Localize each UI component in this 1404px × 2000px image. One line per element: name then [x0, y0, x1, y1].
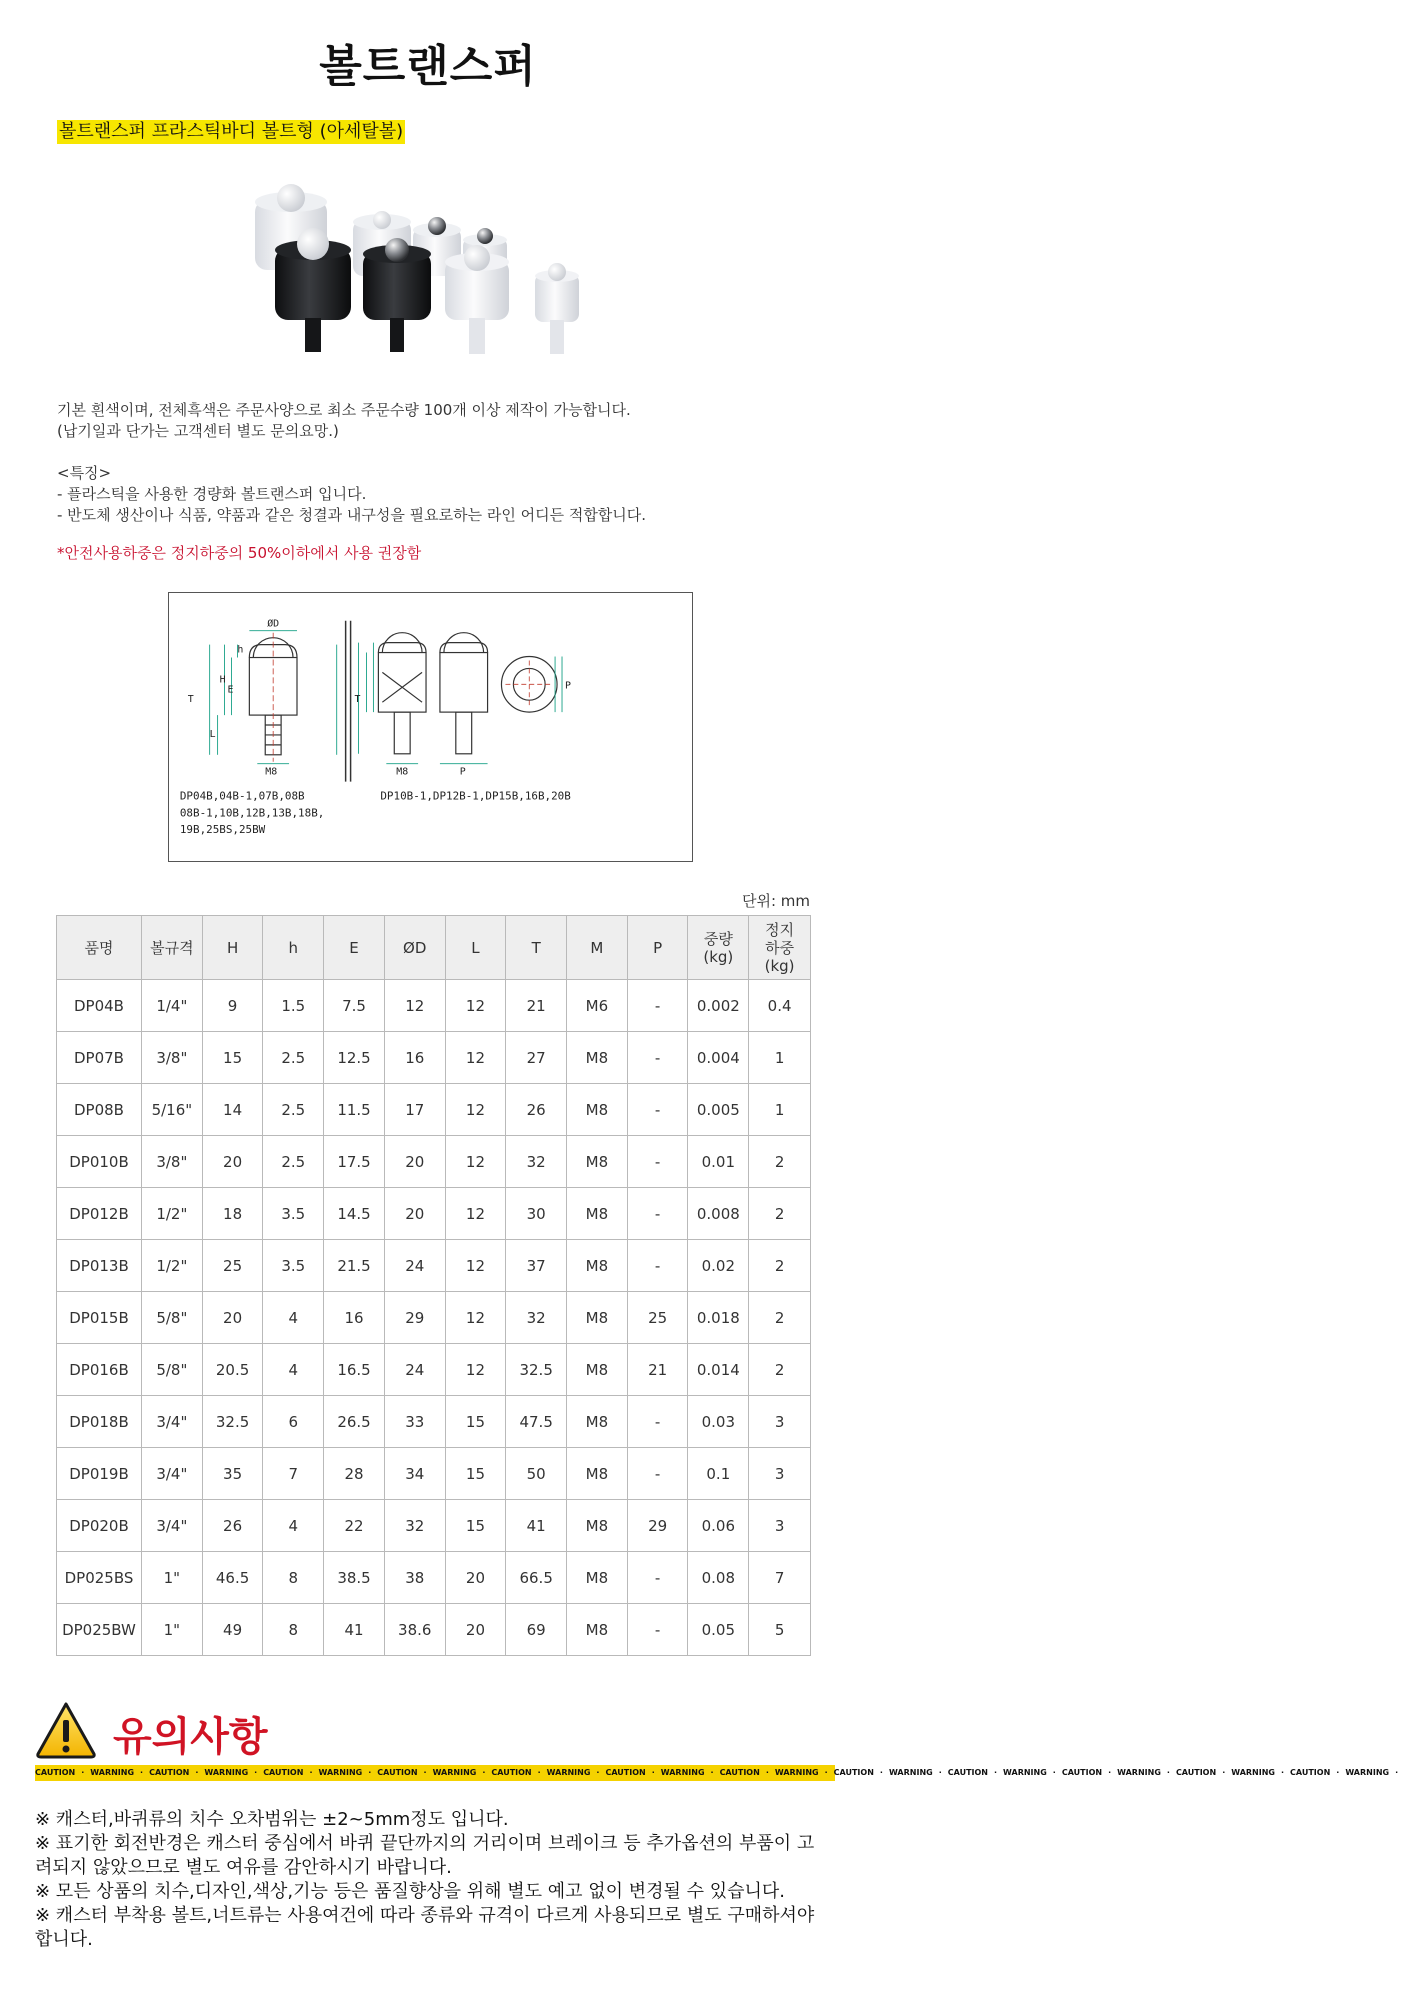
table-cell: 1/4" — [142, 980, 203, 1032]
notice-item: ※ 캐스터 부착용 볼트,너트류는 사용여건에 따라 종류와 규격이 다르게 사용되므로 별도 구매하셔야 합니다. — [35, 1905, 815, 1950]
caution-strip-separator: · — [254, 1768, 258, 1777]
table-cell: 12 — [384, 980, 445, 1032]
table-cell: - — [627, 1136, 688, 1188]
table-cell: 28 — [324, 1448, 385, 1500]
spec-table — [56, 915, 811, 1656]
table-cell: 32 — [506, 1292, 567, 1344]
table-cell: 69 — [506, 1604, 567, 1656]
table-cell: 26 — [506, 1084, 567, 1136]
drawing-label-p: P — [459, 766, 466, 778]
left-model-caption: 19B,25BS,25BW — [179, 823, 266, 837]
table-cell: M8 — [567, 1500, 628, 1552]
description-line — [57, 442, 646, 463]
table-cell: 0.06 — [688, 1500, 749, 1552]
table-cell: 34 — [384, 1448, 445, 1500]
table-cell: 8 — [263, 1604, 324, 1656]
table-header-row — [57, 916, 811, 980]
table-cell: DP010B — [57, 1136, 142, 1188]
dimension-drawing — [168, 592, 693, 862]
table-cell: 29 — [627, 1500, 688, 1552]
table-cell: 0.002 — [688, 980, 749, 1032]
table-cell: 1" — [142, 1604, 203, 1656]
table-cell: 5/8" — [142, 1292, 203, 1344]
table-cell: 3/4" — [142, 1500, 203, 1552]
table-cell: 12 — [445, 1136, 506, 1188]
caution-strip-word: WARNING — [546, 1768, 591, 1777]
table-cell: 5/16" — [142, 1084, 203, 1136]
table-cell: 32.5 — [506, 1344, 567, 1396]
caution-strip-separator: · — [1108, 1768, 1112, 1777]
table-cell: 21 — [506, 980, 567, 1032]
black-ball-transfer-right — [363, 238, 431, 352]
white-ball-transfer-small — [535, 263, 579, 354]
white-ball-transfer-front — [445, 245, 509, 354]
table-cell: M8 — [567, 1188, 628, 1240]
table-cell: 2.5 — [263, 1032, 324, 1084]
table-cell: 15 — [445, 1396, 506, 1448]
caution-strip-word: WARNING — [432, 1768, 477, 1777]
table-cell: DP016B — [57, 1344, 142, 1396]
table-cell: 1/2" — [142, 1188, 203, 1240]
table-cell: 16.5 — [324, 1344, 385, 1396]
table-row — [57, 1500, 811, 1552]
table-cell: 4 — [263, 1344, 324, 1396]
notice-item: ※ 표기한 회전반경은 캐스터 중심에서 바퀴 끝단까지의 거리이며 브레이크 등 추가옵션의 부품이 고려되지 않았으므로 별도 여유를 감안하시기 바랍니다. — [35, 1833, 815, 1878]
drawing-label-m8: M8 — [265, 766, 278, 778]
table-cell: 1/2" — [142, 1240, 203, 1292]
description-line: 기본 흰색이며, 전체흑색은 주문사양으로 최소 주문수량 100개 이상 제작이 가능합니다. — [57, 401, 631, 419]
caution-strip-separator: · — [1336, 1768, 1340, 1777]
caution-strip-word: WARNING — [1003, 1768, 1047, 1777]
table-row — [57, 1188, 811, 1240]
caution-strip-separator: · — [824, 1768, 828, 1777]
product-photo — [235, 180, 615, 370]
table-cell: 14.5 — [324, 1188, 385, 1240]
table-cell: DP019B — [57, 1448, 142, 1500]
caution-strip-word: CAUTION — [833, 1768, 874, 1777]
table-cell: 12 — [445, 1188, 506, 1240]
table-cell: 1" — [142, 1552, 203, 1604]
col-header-H: H — [202, 916, 263, 980]
col-header-ball-size: 볼규격 — [142, 916, 203, 980]
table-row — [57, 1396, 811, 1448]
table-cell: 20 — [202, 1136, 263, 1188]
table-cell: 2 — [749, 1240, 811, 1292]
table-cell: 12 — [445, 1292, 506, 1344]
caution-strip-word: WARNING — [888, 1768, 933, 1777]
caution-strip-word: WARNING — [1117, 1768, 1161, 1777]
description-line: (납기일과 단가는 고객센터 별도 문의요망.) — [57, 422, 339, 440]
table-cell: 38.5 — [324, 1552, 385, 1604]
table-cell: 11.5 — [324, 1084, 385, 1136]
table-cell: 0.02 — [688, 1240, 749, 1292]
table-cell: - — [627, 1084, 688, 1136]
table-cell: DP020B — [57, 1500, 142, 1552]
left-model-caption: 08B-1,10B,12B,13B,18B, — [179, 806, 325, 820]
table-cell: 2 — [749, 1188, 811, 1240]
table-cell: 49 — [202, 1604, 263, 1656]
unit-label: 단위: mm — [741, 892, 810, 910]
table-row — [57, 1292, 811, 1344]
table-cell: M8 — [567, 1604, 628, 1656]
table-row — [57, 1136, 811, 1188]
table-cell: M8 — [567, 1396, 628, 1448]
caution-strip-word: CAUTION — [377, 1768, 418, 1777]
table-cell: 32.5 — [202, 1396, 263, 1448]
table-row — [57, 1344, 811, 1396]
col-header-M: M — [567, 916, 628, 980]
caution-strip-word: CAUTION — [149, 1768, 190, 1777]
table-cell: - — [627, 980, 688, 1032]
caution-strip-separator: · — [710, 1768, 714, 1777]
col-header-T: T — [506, 916, 567, 980]
table-cell: 22 — [324, 1500, 385, 1552]
table-cell: - — [627, 1448, 688, 1500]
table-cell: 33 — [384, 1396, 445, 1448]
caution-strip-word: WARNING — [774, 1768, 819, 1777]
caution-strip-word: CAUTION — [1290, 1768, 1331, 1777]
table-cell: 0.014 — [688, 1344, 749, 1396]
col-header-P: P — [627, 916, 688, 980]
table-cell: 0.018 — [688, 1292, 749, 1344]
table-cell: 7.5 — [324, 980, 385, 1032]
caution-warning-strip — [35, 1765, 1399, 1781]
table-cell: 2.5 — [263, 1084, 324, 1136]
table-row — [57, 1448, 811, 1500]
table-cell: 35 — [202, 1448, 263, 1500]
table-cell: 2.5 — [263, 1136, 324, 1188]
notice-title: 유의사항 — [113, 1714, 268, 1760]
table-cell: - — [627, 1396, 688, 1448]
drawing-label-L: L — [209, 728, 216, 740]
caution-strip-separator: · — [81, 1768, 85, 1777]
table-cell: 38 — [384, 1552, 445, 1604]
caution-strip-word: CAUTION — [947, 1768, 988, 1777]
caution-strip-word: WARNING — [1231, 1768, 1275, 1777]
table-cell: 16 — [324, 1292, 385, 1344]
col-header-name: 품명 — [57, 916, 142, 980]
table-cell: 2 — [749, 1136, 811, 1188]
table-cell: 7 — [749, 1552, 811, 1604]
table-cell: 20 — [445, 1604, 506, 1656]
table-cell: 20 — [384, 1136, 445, 1188]
table-row — [57, 980, 811, 1032]
table-cell: 3/4" — [142, 1448, 203, 1500]
drawing-label-h: h — [237, 644, 244, 656]
description-line: <특징> — [57, 464, 112, 482]
table-cell: M8 — [567, 1552, 628, 1604]
col-header-weight: 중량 (kg) — [688, 916, 749, 980]
table-cell: 3 — [749, 1396, 811, 1448]
caution-strip-separator: · — [1222, 1768, 1226, 1777]
caution-strip-word: CAUTION — [719, 1768, 760, 1777]
notice-list — [35, 1808, 825, 1952]
caution-strip-word: WARNING — [1345, 1768, 1390, 1777]
table-cell: 3 — [749, 1500, 811, 1552]
table-cell: 14 — [202, 1084, 263, 1136]
left-model-caption: DP04B,04B-1,07B,08B — [179, 789, 305, 803]
table-cell: 5/8" — [142, 1344, 203, 1396]
drawing-label-T-right: T — [354, 694, 361, 706]
table-cell: 1.5 — [263, 980, 324, 1032]
table-cell: 3/4" — [142, 1396, 203, 1448]
table-cell: 12 — [445, 1344, 506, 1396]
table-cell: 47.5 — [506, 1396, 567, 1448]
table-cell: 41 — [506, 1500, 567, 1552]
description-line: - 플라스틱을 사용한 경량화 볼트랜스퍼 입니다. — [57, 485, 367, 503]
table-cell: 15 — [445, 1448, 506, 1500]
table-cell: 6 — [263, 1396, 324, 1448]
caution-strip-separator: · — [1166, 1768, 1170, 1777]
col-header-static-load: 정지 하중 (kg) — [749, 916, 811, 980]
col-header-L: L — [445, 916, 506, 980]
table-cell: 25 — [202, 1240, 263, 1292]
table-cell: DP025BW — [57, 1604, 142, 1656]
col-header-h: h — [263, 916, 324, 980]
caution-strip-word: WARNING — [204, 1768, 249, 1777]
description-line: - 반도체 생산이나 식품, 약품과 같은 청결과 내구성을 필요로하는 라인 어디든 적합합니다. — [57, 506, 647, 524]
table-cell: 24 — [384, 1344, 445, 1396]
table-cell: 32 — [506, 1136, 567, 1188]
table-cell: 7 — [263, 1448, 324, 1500]
caution-strip-separator: · — [140, 1768, 144, 1777]
caution-strip-separator: · — [368, 1768, 372, 1777]
table-cell: M8 — [567, 1448, 628, 1500]
page-title: 볼트랜스퍼 — [319, 41, 537, 92]
table-cell: 20 — [202, 1292, 263, 1344]
table-cell: M8 — [567, 1084, 628, 1136]
table-cell: DP04B — [57, 980, 142, 1032]
table-cell: M8 — [567, 1032, 628, 1084]
table-cell: 38.6 — [384, 1604, 445, 1656]
table-cell: 2 — [749, 1344, 811, 1396]
caution-strip-word: CAUTION — [1175, 1768, 1217, 1777]
table-row — [57, 1084, 811, 1136]
caution-strip-word: CAUTION — [605, 1768, 646, 1777]
caution-strip-separator: · — [309, 1768, 313, 1777]
table-cell: 8 — [263, 1552, 324, 1604]
table-cell: DP025BS — [57, 1552, 142, 1604]
table-cell: - — [627, 1240, 688, 1292]
table-cell: 3/8" — [142, 1136, 203, 1188]
table-cell: DP018B — [57, 1396, 142, 1448]
table-cell: 1 — [749, 1032, 811, 1084]
drawing-label-od: ØD — [267, 618, 280, 630]
table-cell: 0.05 — [688, 1604, 749, 1656]
caution-strip-word: CAUTION — [263, 1768, 304, 1777]
table-cell: 37 — [506, 1240, 567, 1292]
table-cell: - — [627, 1604, 688, 1656]
table-row — [57, 1032, 811, 1084]
caution-strip-word: CAUTION — [35, 1768, 76, 1777]
notice-item: ※ 캐스터,바퀴류의 치수 오차범위는 ±2~5mm정도 입니다. — [35, 1809, 509, 1830]
drawing-label-p-top: P — [564, 680, 571, 692]
caution-strip-word: WARNING — [660, 1768, 705, 1777]
table-cell: 12 — [445, 1032, 506, 1084]
table-cell: 15 — [445, 1500, 506, 1552]
table-cell: M8 — [567, 1344, 628, 1396]
table-cell: 26 — [202, 1500, 263, 1552]
table-cell: DP015B — [57, 1292, 142, 1344]
product-subtitle: 볼트랜스퍼 프라스틱바디 볼트형 (아세탈볼) — [59, 121, 404, 142]
table-cell: 20 — [445, 1552, 506, 1604]
table-cell: DP013B — [57, 1240, 142, 1292]
safety-load-warning: *안전사용하중은 정지하중의 50%이하에서 사용 권장함 — [57, 544, 422, 562]
drawing-label-T: T — [187, 694, 194, 706]
table-cell: 46.5 — [202, 1552, 263, 1604]
table-cell: DP07B — [57, 1032, 142, 1084]
drawing-label-H: H — [219, 674, 226, 686]
table-cell: 50 — [506, 1448, 567, 1500]
table-cell: 32 — [384, 1500, 445, 1552]
table-cell: 18 — [202, 1188, 263, 1240]
table-cell: 0.03 — [688, 1396, 749, 1448]
table-cell: - — [627, 1188, 688, 1240]
caution-strip-separator: · — [765, 1768, 769, 1777]
table-cell: 41 — [324, 1604, 385, 1656]
table-cell: M8 — [567, 1240, 628, 1292]
table-cell: 17.5 — [324, 1136, 385, 1188]
table-cell: 4 — [263, 1500, 324, 1552]
caution-strip-separator: · — [1280, 1768, 1285, 1777]
table-row — [57, 1240, 811, 1292]
caution-strip-separator: · — [423, 1768, 427, 1777]
table-cell: 12 — [445, 980, 506, 1032]
caution-strip-separator: · — [994, 1768, 998, 1777]
table-row — [57, 1552, 811, 1604]
table-cell: 2 — [749, 1292, 811, 1344]
table-cell: M8 — [567, 1136, 628, 1188]
table-cell: 26.5 — [324, 1396, 385, 1448]
warning-triangle-icon — [35, 1700, 97, 1760]
table-cell: 15 — [202, 1032, 263, 1084]
drawing-label-E: E — [227, 684, 234, 696]
caution-strip-separator: · — [482, 1768, 486, 1777]
product-description — [57, 400, 646, 526]
table-cell: 1 — [749, 1084, 811, 1136]
table-cell: 20 — [384, 1188, 445, 1240]
table-cell: 24 — [384, 1240, 445, 1292]
col-header-OD: ØD — [384, 916, 445, 980]
caution-strip-word: CAUTION — [1061, 1768, 1103, 1777]
caution-strip-separator: · — [195, 1768, 199, 1777]
caution-strip-separator: · — [1052, 1768, 1056, 1777]
col-header-E: E — [324, 916, 385, 980]
caution-strip-word: CAUTION — [491, 1768, 532, 1777]
table-cell: 66.5 — [506, 1552, 567, 1604]
table-cell: 25 — [627, 1292, 688, 1344]
table-cell: 3.5 — [263, 1240, 324, 1292]
table-cell: 17 — [384, 1084, 445, 1136]
table-cell: 21 — [627, 1344, 688, 1396]
table-cell: 12.5 — [324, 1032, 385, 1084]
caution-strip-separator: · — [651, 1768, 655, 1777]
table-cell: 4 — [263, 1292, 324, 1344]
table-cell: 21.5 — [324, 1240, 385, 1292]
caution-strip-separator: · — [938, 1768, 942, 1777]
table-cell: 20.5 — [202, 1344, 263, 1396]
table-cell: DP08B — [57, 1084, 142, 1136]
caution-strip-separator: · — [596, 1768, 600, 1777]
table-cell: 3 — [749, 1448, 811, 1500]
caution-strip-separator: · — [879, 1768, 883, 1777]
table-cell: 16 — [384, 1032, 445, 1084]
black-ball-transfer-left — [275, 228, 351, 352]
drawing-label-m8-right: M8 — [396, 766, 409, 778]
notice-item: ※ 모든 상품의 치수,디자인,색상,기능 등은 품질향상을 위해 별도 예고 없이 변경될 수 있습니다. — [35, 1881, 785, 1902]
table-cell: 27 — [506, 1032, 567, 1084]
table-cell: 0.004 — [688, 1032, 749, 1084]
table-cell: 0.4 — [749, 980, 811, 1032]
caution-strip-separator: · — [1395, 1768, 1399, 1777]
table-cell: 0.01 — [688, 1136, 749, 1188]
table-cell: 0.008 — [688, 1188, 749, 1240]
table-cell: M6 — [567, 980, 628, 1032]
table-cell: 3.5 — [263, 1188, 324, 1240]
table-cell: 12 — [445, 1084, 506, 1136]
table-cell: 30 — [506, 1188, 567, 1240]
table-cell: 9 — [202, 980, 263, 1032]
table-row — [57, 1604, 811, 1656]
table-cell: 29 — [384, 1292, 445, 1344]
table-cell: 5 — [749, 1604, 811, 1656]
table-cell: 0.005 — [688, 1084, 749, 1136]
table-cell: 12 — [445, 1240, 506, 1292]
table-cell: 3/8" — [142, 1032, 203, 1084]
table-cell: - — [627, 1032, 688, 1084]
table-cell: M8 — [567, 1292, 628, 1344]
caution-strip-word: WARNING — [90, 1768, 135, 1777]
table-cell: DP012B — [57, 1188, 142, 1240]
table-cell: - — [627, 1552, 688, 1604]
table-cell: 0.08 — [688, 1552, 749, 1604]
table-cell: 0.1 — [688, 1448, 749, 1500]
right-model-caption: DP10B-1,DP12B-1,DP15B,16B,20B — [380, 789, 571, 803]
caution-strip-separator: · — [537, 1768, 541, 1777]
caution-strip-word: WARNING — [318, 1768, 363, 1777]
